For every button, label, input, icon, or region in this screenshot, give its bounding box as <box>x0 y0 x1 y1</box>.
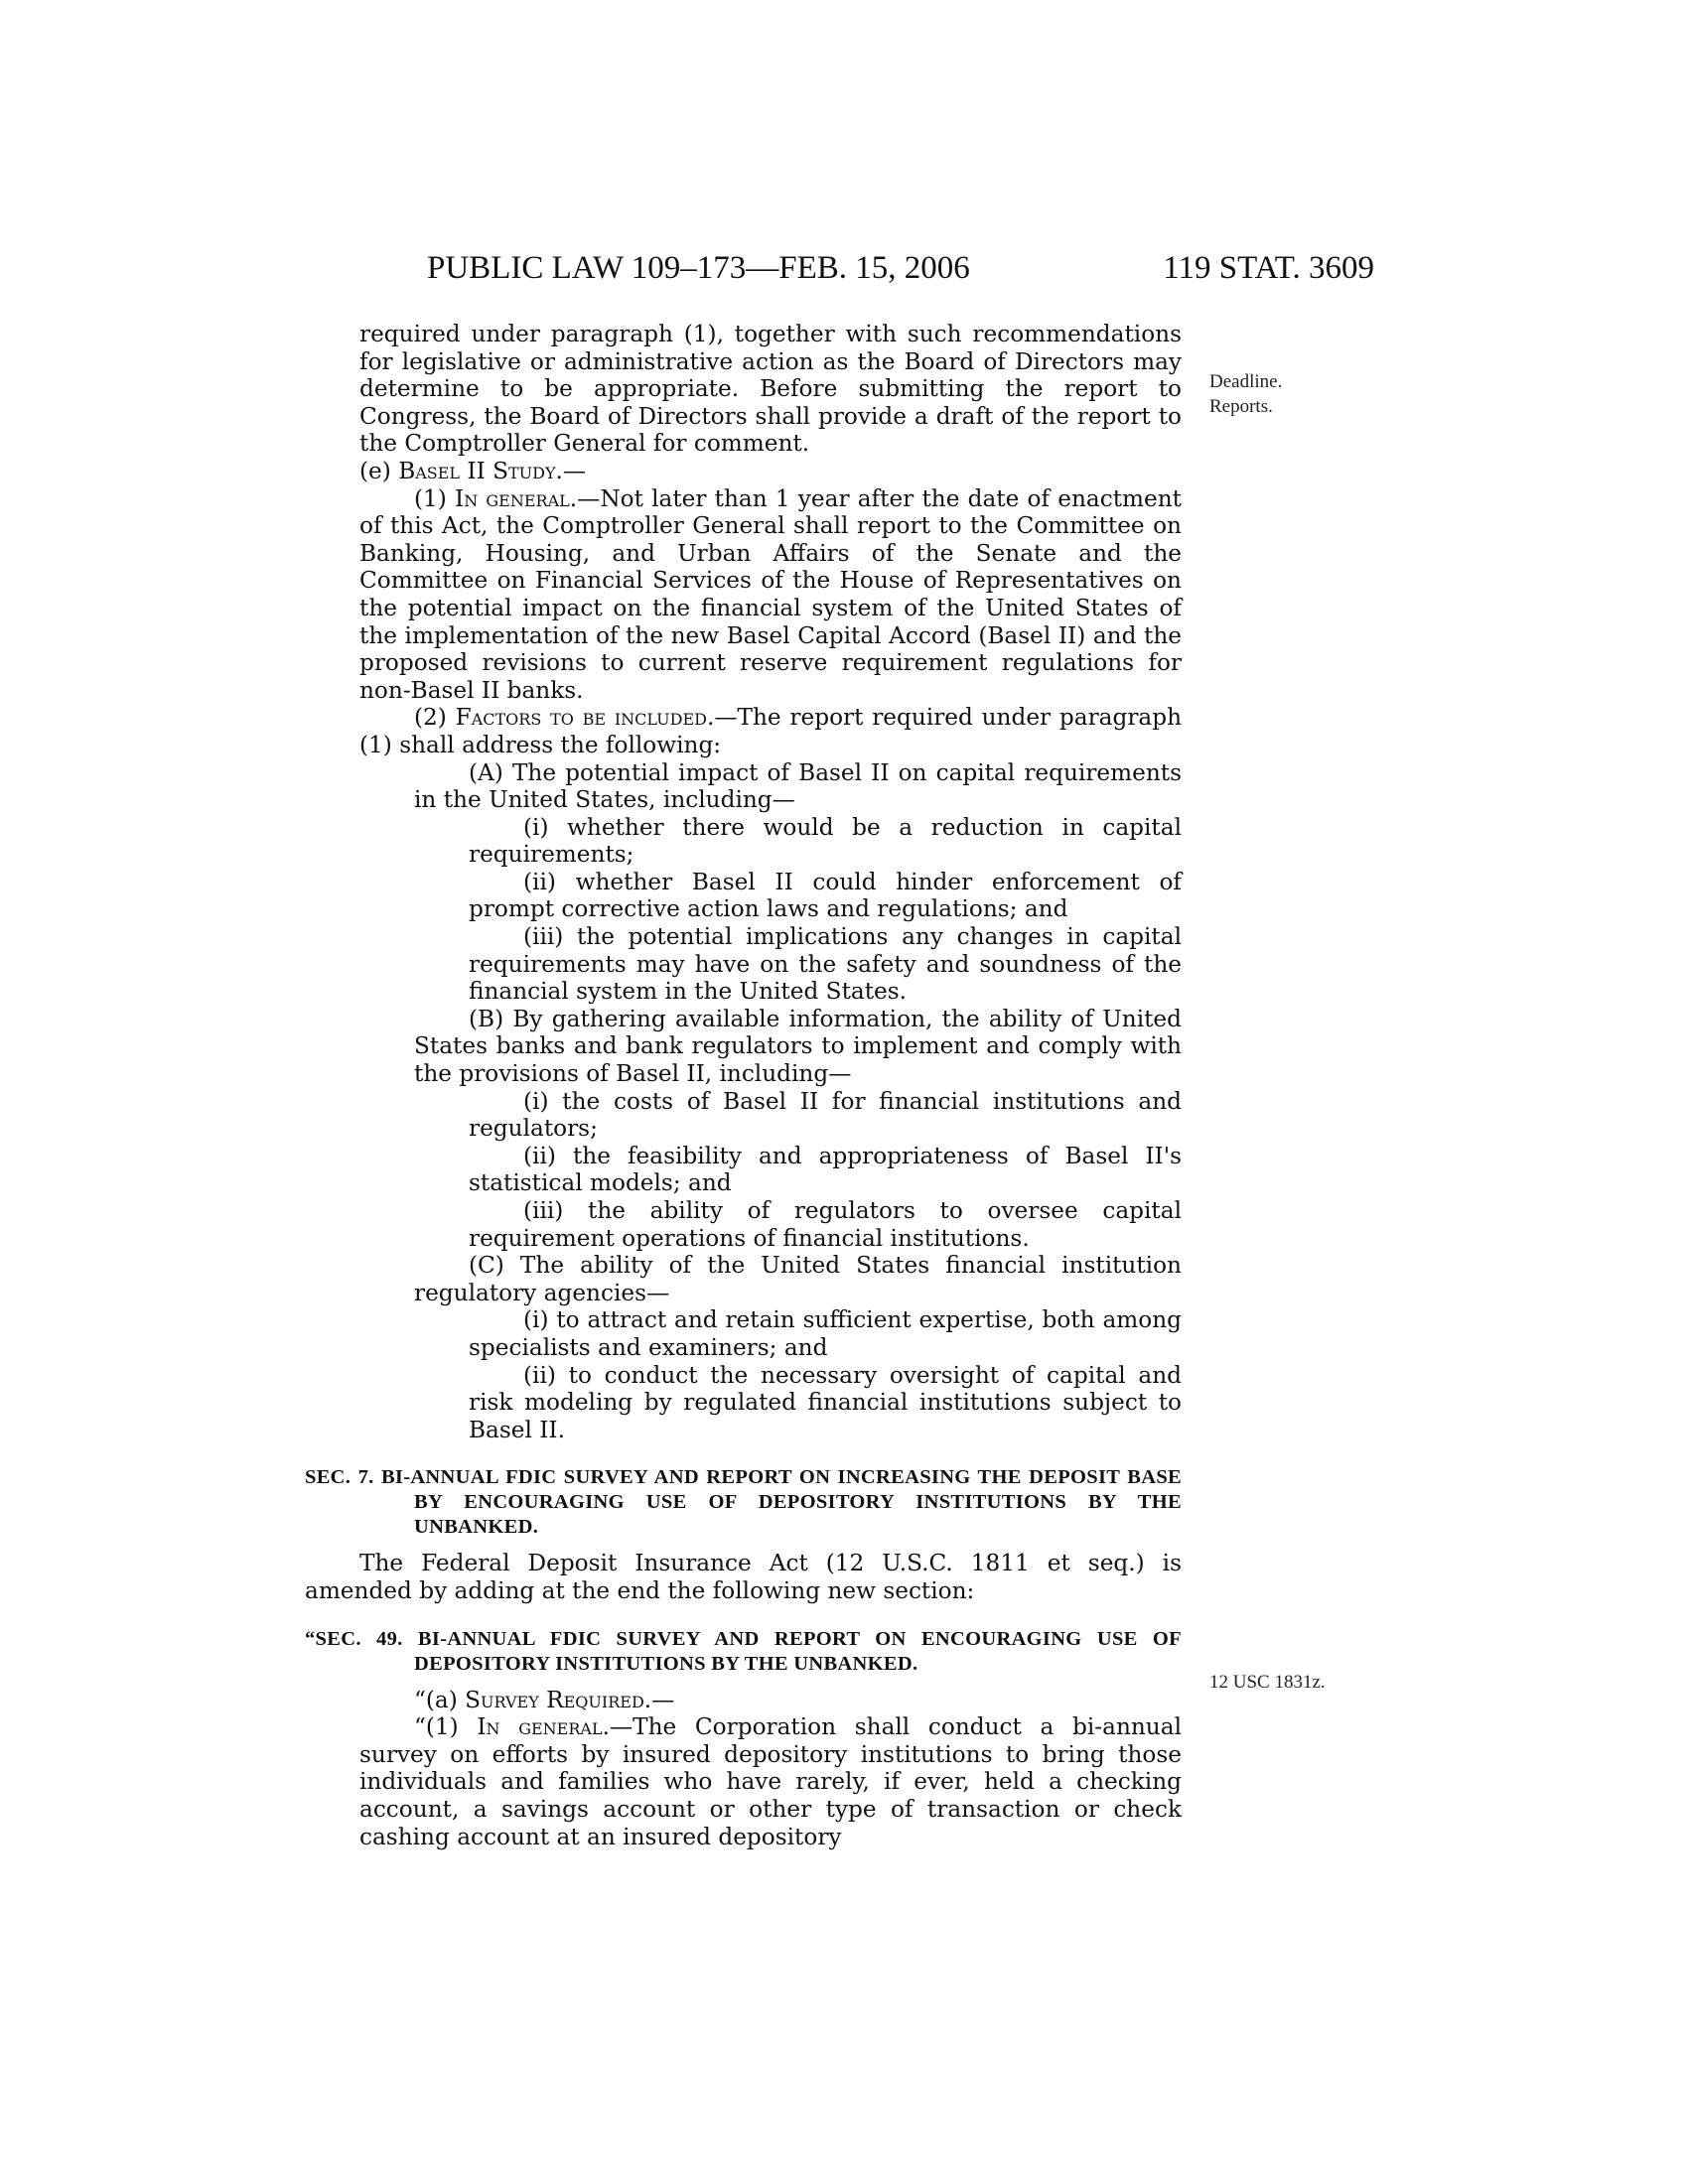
section-7-intro: The Federal Deposit Insurance Act (12 U.S.C. 1811 et seq.) is amended by adding at the end the following new section: <box>305 1550 1182 1604</box>
margin-note-usc: 12 USC 1831z. <box>1209 1672 1326 1693</box>
clause-B-ii: (ii) the feasibility and appropriateness of Basel II's statistical models; and <box>469 1142 1182 1197</box>
margin-note-deadline <box>1209 369 1282 419</box>
subsection-49-a <box>359 1687 1182 1714</box>
running-header <box>413 248 1374 288</box>
paragraph-e1-text: —Not later than 1 year after the date of enactment of this Act, the Comptroller General shall report to the Committee on Banking, Housing, and Urban Affairs of the Senate and the Committee on Financial Services of the House of Representatives on the potential impact on the financial system of the United States of the implementation of the new Basel Capital Accord (Basel II) and the proposed revisions to current reserve requirement regulations for non-Basel II banks. <box>359 484 1182 704</box>
paragraph-49-a1-heading: In general. <box>477 1713 610 1741</box>
clause-B-i: (i) the costs of Basel II for financial institutions and regulators; <box>469 1087 1182 1143</box>
clause-A-i: (i) whether there would be a reduction in capital requirements; <box>469 813 1182 869</box>
subsection-e-title: Basel II Study.— <box>398 457 587 484</box>
body-text <box>305 321 1183 1850</box>
subsection-49-a-label: “(a) <box>414 1686 466 1713</box>
paragraph-e1-label: (1) <box>414 484 456 512</box>
paragraph-e2-label: (2) <box>414 704 456 732</box>
clause-B-iii: (iii) the ability of regulators to oversee capital requirement operations of financial institutions. <box>469 1197 1182 1252</box>
header-stat-page: 119 STAT. 3609 <box>1163 250 1374 286</box>
subsection-49-a-heading: Survey Required.— <box>465 1686 675 1713</box>
paragraph-continuation: required under paragraph (1), together with such recommendations for legislative or administrative action as the Board of Directors may determine to be appropriate. Before submitting the report to Congress, the Board of Directors shall provide a draft of the report to the Comptroller General for comment. <box>359 321 1182 458</box>
subsection-e-heading <box>359 458 1182 485</box>
section-49-title: “SEC. 49. BI-ANNUAL FDIC SURVEY AND REPORT ON ENCOURAGING USE OF DEPOSITORY INSTITUTIONS BY THE UNBANKED. <box>305 1627 1182 1675</box>
paragraph-49-a1-text: —The Corporation shall conduct a bi-annual survey on efforts by insured depository institutions to bring those individuals and families who have rarely, if ever, held a checking account, a savings account or other type of transaction or check cashing account at an insured depository <box>359 1713 1182 1850</box>
paragraph-49-a1 <box>359 1713 1182 1850</box>
paragraph-e2-text: —The report required under paragraph (1) shall address the following: <box>359 704 1183 758</box>
clause-A-ii: (ii) whether Basel II could hinder enforcement of prompt corrective action laws and regulations; and <box>469 868 1182 923</box>
clause-A-iii: (iii) the potential implications any changes in capital requirements may have on the safety and soundness of the financial system in the United States. <box>469 923 1182 1006</box>
paragraph-e2 <box>359 704 1182 758</box>
paragraph-e1-heading: In general. <box>455 484 578 512</box>
subparagraph-A: (A) The potential impact of Basel II on capital requirements in the United States, including— <box>414 758 1182 814</box>
section-7-title: SEC. 7. BI-ANNUAL FDIC SURVEY AND REPORT ON INCREASING THE DEPOSIT BASE BY ENCOURAGING USE OF DEPOSITORY INSTITUTIONS BY THE UNBANKED. <box>305 1466 1182 1539</box>
margin-note-deadline-line1: Deadline. <box>1209 371 1283 392</box>
subparagraph-B: (B) By gathering available information, the ability of United States banks and bank regulators to implement and comply with the provisions of Basel II, including— <box>414 1005 1182 1088</box>
header-public-law: PUBLIC LAW 109–173—FEB. 15, 2006 <box>427 250 970 286</box>
subparagraph-C: (C) The ability of the United States financial institution regulatory agencies— <box>414 1252 1182 1306</box>
margin-note-deadline-line2: Reports. <box>1209 396 1273 417</box>
clause-C-ii: (ii) to conduct the necessary oversight of capital and risk modeling by regulated financial institutions subject to Basel II. <box>469 1361 1182 1443</box>
paragraph-e1 <box>359 485 1182 705</box>
paragraph-49-a1-label: “(1) <box>414 1713 478 1741</box>
clause-C-i: (i) to attract and retain sufficient expertise, both among specialists and examiners; and <box>469 1306 1182 1361</box>
subsection-e-label: (e) <box>359 457 399 484</box>
paragraph-e2-heading: Factors to be included. <box>455 704 715 732</box>
